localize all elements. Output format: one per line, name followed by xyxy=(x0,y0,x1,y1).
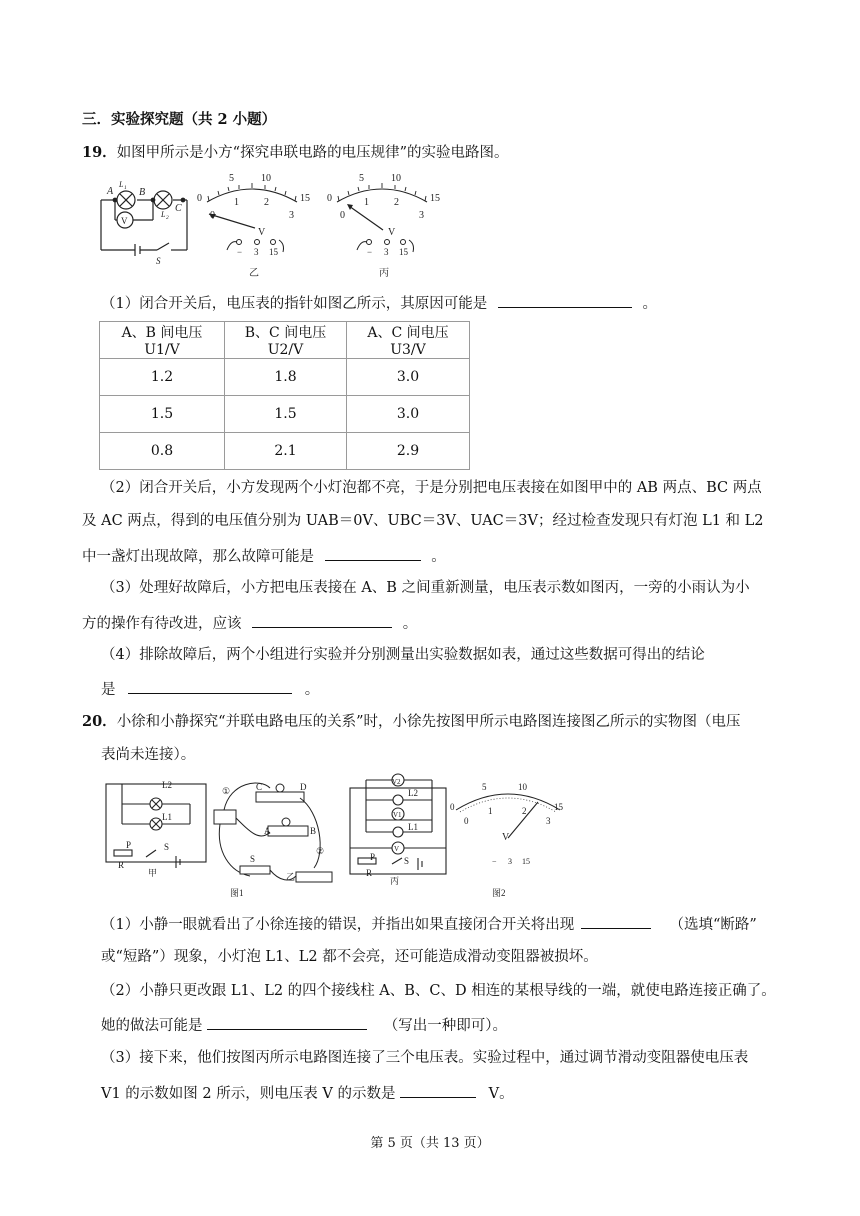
table-header-ab: A、B 间电压 U1/V xyxy=(100,322,225,359)
q19-stem xyxy=(82,143,509,163)
q20-part1-line1 xyxy=(101,913,757,935)
q19-stem-text: 如图甲所示是小方“探究串联电路的电压规律”的实验电路图。 xyxy=(116,145,509,161)
q20-part2-line2 xyxy=(101,1014,507,1036)
q19-meter-yi-bottom-3: 3 xyxy=(289,210,294,221)
q19-part4-line1: （4）排除故障后，两个小组进行实验并分别测量出实验数据如表，通过这些数据可得出的结论 xyxy=(101,647,705,663)
q20-meter-term-neg: − xyxy=(492,857,497,866)
table-cell: 1.5 xyxy=(225,396,347,433)
q19-part4-line2-text: 是 xyxy=(101,682,116,698)
table-cell: 2.1 xyxy=(225,433,347,470)
q19-part1-answer-blank[interactable] xyxy=(498,292,632,308)
q19-part3-line1: （3）处理好故障后，小方把电压表接在 A、B 之间重新测量，电压表示数如图丙，一旁的小雨认为小 xyxy=(101,580,750,596)
q19-meter-yi-term-neg: − xyxy=(237,247,243,257)
q19-meter-yi-top-10: 10 xyxy=(261,173,271,184)
q20-label-p: P xyxy=(126,840,132,850)
q20-label-bing-l1: L1 xyxy=(408,822,418,832)
q19-label-bing: 丙 xyxy=(379,268,389,279)
q20-label-bing-s: S xyxy=(404,856,410,866)
table-cell: 2.9 xyxy=(347,433,470,470)
section-title: 三．实验探究题（共 2 小题） xyxy=(82,111,277,128)
q19-data-table xyxy=(99,321,470,470)
q19-meter-yi-term-3: 3 xyxy=(254,247,259,257)
q20-label-circle2: ② xyxy=(316,846,325,856)
q20-label-v2: V2 xyxy=(392,778,401,786)
q20-label-circle1: ① xyxy=(222,786,231,796)
q19-meter-bing-top-0: 0 xyxy=(327,193,332,204)
q19-meter-yi xyxy=(197,173,310,279)
table-row xyxy=(100,359,470,396)
q20-label-jia: 甲 xyxy=(148,868,158,878)
q19-part3-line2 xyxy=(82,612,417,634)
q20-label-bing-p: P xyxy=(370,852,376,862)
q20-label-a: A xyxy=(264,826,271,836)
q19-label-l2: L xyxy=(161,210,166,219)
q20-part3-line2 xyxy=(101,1082,514,1104)
q20-circuit-bing xyxy=(350,774,446,874)
q20-number: 20． xyxy=(82,713,117,730)
q20-stem-line2: 表尚未连接）。 xyxy=(101,747,196,763)
table-header-ac: A、C 间电压 U3/V xyxy=(347,322,470,359)
q20-label-l1: L1 xyxy=(162,812,172,822)
q19-part3-line2-text: 方的操作有待改进，应该 xyxy=(82,616,242,632)
q19-circuit-diagram xyxy=(101,191,187,256)
q20-label-bing-r: R xyxy=(366,868,373,878)
q20-meter-unit: V xyxy=(502,832,510,843)
q19-meter-bing-needle xyxy=(349,206,383,230)
q19-meter-yi-term-15: 15 xyxy=(269,247,278,257)
q19-number: 19． xyxy=(82,144,117,161)
q20-part1-suffix: （选填“断路” xyxy=(669,917,757,933)
q20-stem-text: 小徐和小静探究“并联电路电压的关系”时，小徐先按图甲所示电路图连接图乙所示的实物图（电压 xyxy=(116,714,741,730)
q19-meter-bing-term-neg: − xyxy=(367,247,373,257)
q20-label-v1: V1 xyxy=(393,811,402,819)
q20-part3-line1: （3）接下来，他们按图丙所示电路图连接了三个电压表。实验过程中，通过调节滑动变阻器使电压表 xyxy=(101,1050,749,1066)
q20-label-fig2: 图2 xyxy=(492,888,506,898)
q19-label-c: C xyxy=(175,203,182,214)
q19-meter-yi-top-15: 15 xyxy=(300,193,310,204)
q20-part2-suffix: （写出一种即可）。 xyxy=(383,1018,507,1034)
q19-meter-yi-needle xyxy=(209,214,255,228)
q19-meter-bing-unit: V xyxy=(388,227,396,238)
q19-meter-bing-bottom-1: 1 xyxy=(364,197,369,208)
q19-meter-yi-bottom-2: 2 xyxy=(264,197,269,208)
table-header-bc: B、C 间电压 U2/V xyxy=(225,322,347,359)
q19-meter-bing-term-3: 3 xyxy=(384,247,389,257)
q19-meter-bing-term-15: 15 xyxy=(399,247,408,257)
q19-label-yi: 乙 xyxy=(249,268,259,279)
q20-circuit-jia xyxy=(106,784,206,868)
q20-part1-line2: 或“短路”）现象，小灯泡 L1、L2 都不会亮，还可能造成滑动变阻器被损坏。 xyxy=(101,949,598,965)
q19-meter-bing xyxy=(327,173,440,279)
q20-part2-line2-text: 她的做法可能是 xyxy=(101,1018,203,1034)
q19-part2-line3 xyxy=(82,545,446,567)
q20-label-yi: 乙 xyxy=(286,872,296,882)
q20-meter-fig2 xyxy=(450,782,564,898)
table-cell: 1.2 xyxy=(100,359,225,396)
q20-label-c: C xyxy=(256,782,263,792)
q20-label-bing-l2: L2 xyxy=(408,788,418,798)
q19-label-l1-sub: 1 xyxy=(124,185,127,191)
q19-meter-bing-bottom-0: 0 xyxy=(340,210,345,221)
q19-part2-line2: 及 AC 两点，得到的电压值分别为 UAB＝0V、UBC＝3V、UAC＝3V；经过检查发现只有灯泡 L1 和 L2 xyxy=(82,513,764,529)
q20-label-fig1: 图1 xyxy=(230,888,244,898)
q19-label-a: A xyxy=(107,186,114,197)
q20-meter-top-0: 0 xyxy=(450,802,455,812)
q20-part3-line2-text: V1 的示数如图 2 所示，则电压表 V 的示数是 xyxy=(101,1086,396,1102)
q19-meter-yi-top-0: 0 xyxy=(197,193,202,204)
table-cell: 0.8 xyxy=(100,433,225,470)
q20-label-d: D xyxy=(300,782,307,792)
table-cell: 3.0 xyxy=(347,359,470,396)
q20-part1-line1-text: （1）小静一眼就看出了小徐连接的错误，并指出如果直接闭合开关将出现 xyxy=(101,917,575,933)
q19-part2-line3-text: 中一盏灯出现故障，那么故障可能是 xyxy=(82,549,314,565)
q20-part3-suffix: V。 xyxy=(488,1086,514,1102)
q20-meter-bottom-0: 0 xyxy=(464,816,469,826)
q20-meter-bottom-1: 1 xyxy=(488,806,493,816)
q19-part2-answer-blank[interactable] xyxy=(325,545,421,561)
table-header-row xyxy=(100,322,470,359)
q20-meter-bottom-2: 2 xyxy=(522,806,527,816)
q19-label-b: B xyxy=(139,187,146,198)
q19-label-l2-sub: 2 xyxy=(166,215,169,221)
q20-label-s: S xyxy=(164,842,170,852)
q20-meter-bottom-3: 3 xyxy=(546,816,551,826)
q20-label-s-yi: S xyxy=(250,854,256,864)
q20-part2-line1: （2）小静只更改跟 L1、L2 的四个接线柱 A、B、C、D 相连的某根导线的一端，就使电路连接正确了。 xyxy=(101,983,776,999)
q19-part2-suffix: 。 xyxy=(431,549,446,565)
q19-meter-yi-bottom-0: 0 xyxy=(210,210,215,221)
q19-part1-text: （1）闭合开关后，电压表的指针如图乙所示，其原因可能是 xyxy=(101,296,488,312)
q19-part1 xyxy=(101,292,657,314)
table-row xyxy=(100,396,470,433)
table-row xyxy=(100,433,470,470)
table-cell: 1.8 xyxy=(225,359,347,396)
q20-label-bing: 丙 xyxy=(390,876,400,886)
q20-meter-top-15: 15 xyxy=(554,802,563,812)
q19-part2-line1: （2）闭合开关后，小方发现两个小灯泡都不亮，于是分别把电压表接在如图甲中的 AB 两点、BC 两点 xyxy=(101,480,762,496)
q19-figure xyxy=(95,168,455,283)
q19-meter-bing-bottom-2: 2 xyxy=(394,197,399,208)
q20-label-v: V xyxy=(394,845,400,853)
q20-stem-line1 xyxy=(82,712,741,732)
q19-part3-suffix: 。 xyxy=(402,616,418,632)
q20-part3-answer-blank[interactable] xyxy=(400,1082,476,1098)
q20-meter-term-3: 3 xyxy=(508,857,512,866)
q19-part4-suffix: 。 xyxy=(304,682,320,698)
q20-label-r: R xyxy=(118,860,125,870)
q19-label-v: V xyxy=(121,216,128,226)
q20-meter-top-10: 10 xyxy=(518,782,527,792)
q20-label-l2: L2 xyxy=(162,780,172,790)
q19-meter-yi-bottom-1: 1 xyxy=(234,197,239,208)
q19-label-l1: L xyxy=(119,180,124,189)
q19-meter-bing-top-5: 5 xyxy=(359,173,364,184)
q20-part1-answer-blank[interactable] xyxy=(581,913,651,929)
q20-meter-term-15: 15 xyxy=(522,857,530,866)
q19-meter-yi-unit: V xyxy=(258,227,266,238)
q19-meter-bing-top-10: 10 xyxy=(391,173,401,184)
q20-meter-top-5: 5 xyxy=(482,782,487,792)
q19-label-s: S xyxy=(156,256,161,266)
q19-part1-suffix: 。 xyxy=(642,296,657,312)
table-cell: 3.0 xyxy=(347,396,470,433)
q20-part2-answer-blank[interactable] xyxy=(207,1014,367,1030)
q19-meter-bing-top-15: 15 xyxy=(430,193,440,204)
table-cell: 1.5 xyxy=(100,396,225,433)
q19-part4-line2 xyxy=(101,678,319,700)
q19-meter-yi-top-5: 5 xyxy=(229,173,234,184)
q20-label-b: B xyxy=(310,826,317,836)
q19-part3-answer-blank[interactable] xyxy=(252,612,392,628)
page-footer: 第 5 页（共 13 页） xyxy=(370,1136,490,1151)
q19-meter-bing-bottom-3: 3 xyxy=(419,210,424,221)
q20-figure xyxy=(100,772,570,904)
q19-part4-answer-blank[interactable] xyxy=(128,678,292,694)
